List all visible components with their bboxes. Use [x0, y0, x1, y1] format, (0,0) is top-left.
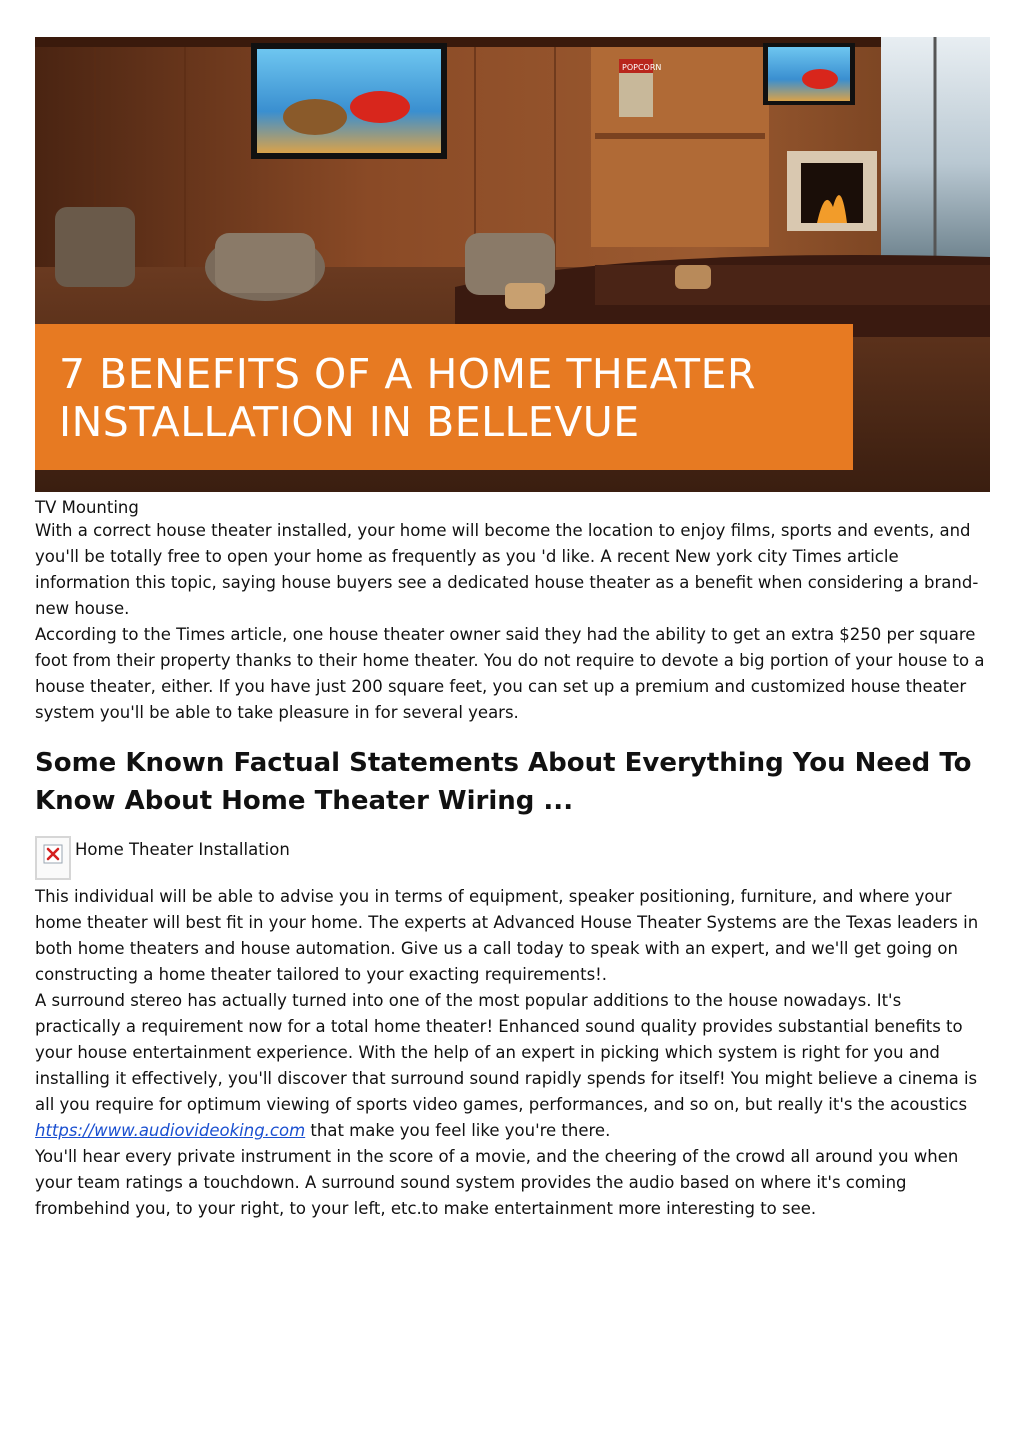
paragraph-1: With a correct house theater installed, your home will become the location to enjoy films, sports and events, and you'll be totally free to open your home as frequently as you 'd like. A recent New york city Times article information this topic, saying house buyers see a dedicated house theater as a benefit when considering a brand-new house.: [35, 521, 979, 618]
hero-banner: [35, 324, 853, 470]
inline-image-row: [35, 836, 990, 884]
hero-image: [35, 37, 990, 492]
broken-image-icon: [35, 836, 71, 880]
paragraph-4-text-after: that make you feel like you're there.: [305, 1121, 611, 1140]
paragraph-5: You'll hear every private instrument in the score of a movie, and the cheering of the crowd all around you when your team ratings a touchdown. A surround sound system provides the audio based on where it's coming frombehind you, to your right, to your left, etc.to make entertainment more interesting to see.: [35, 1147, 959, 1218]
broken-image-x-icon: [43, 844, 63, 864]
image-caption: TV Mounting: [35, 498, 139, 517]
paragraph-2: According to the Times article, one house theater owner said they had the ability to get an extra $250 per square foot from their property thanks to their home theater. You do not require to devote a big portion of your house to a house theater, either. If you have just 200 square feet, you can set up a premium and customized house theater system you'll be able to take pleasure in for several years.: [35, 625, 985, 722]
popcorn-sign: POPCORN: [622, 63, 662, 72]
hero-banner-line-2: INSTALLATION IN BELLEVUE: [59, 398, 640, 446]
image-alt-text: Home Theater Installation: [75, 840, 290, 859]
paragraph-4: [35, 988, 990, 1144]
hero-banner-line-1: 7 BENEFITS OF A HOME THEATER: [59, 350, 756, 398]
paragraph-4-text-before: A surround stereo has actually turned into one of the most popular additions to the house nowadays. It's practically a requirement now for a total home theater! Enhanced sound quality provides substantial benefits to your house entertainment experience. With the help of an expert in picking which system is right for you and installing it effectively, you'll discover that surround sound rapidly spends for itself! You might believe a cinema is all you require for optimum viewing of sports video games, performances, and so on, but really it's the acoustics: [35, 991, 978, 1114]
audiovideoking-link[interactable]: https://www.audiovideoking.com: [35, 1121, 306, 1140]
section-heading: Some Known Factual Statements About Everything You Need To Know About Home Theater Wiring ...: [35, 748, 972, 816]
paragraph-3: This individual will be able to advise you in terms of equipment, speaker positioning, furniture, and where your home theater will best fit in your home. The experts at Advanced House Theater Systems are the Texas leaders in both home theaters and house automation. Give us a call today to speak with an expert, and we'll get going on constructing a home theater tailored to your exacting requirements!.: [35, 887, 979, 984]
article: [35, 37, 990, 1222]
